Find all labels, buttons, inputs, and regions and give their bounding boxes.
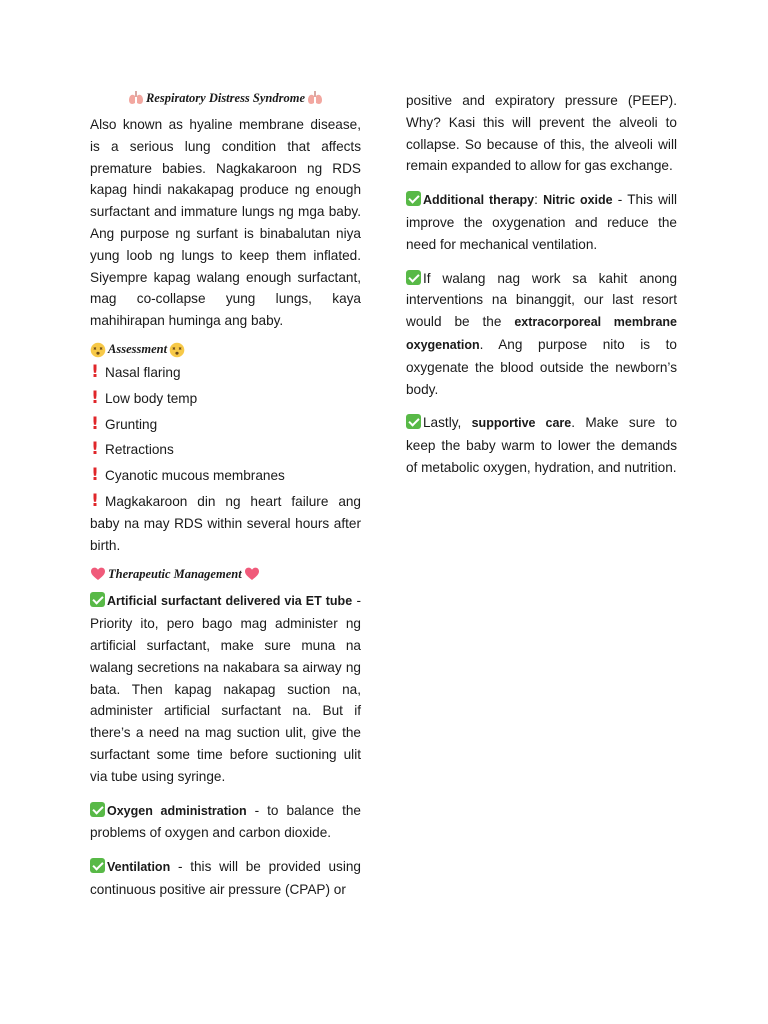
assessment-item: ! Nasal flaring <box>91 361 181 382</box>
check-mark-icon <box>90 592 105 607</box>
lungs-icon <box>307 90 323 106</box>
exclamation-icon: ! <box>91 465 99 486</box>
lungs-icon <box>128 90 144 106</box>
exclamation-icon: ! <box>91 439 99 460</box>
check-mark-icon <box>406 270 421 285</box>
assessment-item: ! Magkakaroon din ng heart failure ang baby na may RDS within several hours after birth. <box>90 490 361 553</box>
assessment-heading-row <box>90 342 361 358</box>
assessment-list <box>90 362 361 556</box>
check-mark-icon <box>90 858 105 873</box>
management-item-ecmo: If walang nag work sa kahit anong interventions na binanggit, our last resort would be the extracorporeal membrane oxygenation. Ang purpose nito is to oxygenate the blood outside the newborn’s body. <box>406 270 677 397</box>
dizzy-face-icon <box>90 342 106 358</box>
assessment-heading: Assessment <box>108 342 168 357</box>
heart-icon <box>90 566 106 582</box>
exclamation-icon: ! <box>91 490 99 511</box>
assessment-item: ! Low body temp <box>91 387 198 408</box>
heart-icon <box>244 566 260 582</box>
page-title: Respiratory Distress Syndrome <box>145 90 306 105</box>
exclamation-icon: ! <box>91 413 99 434</box>
management-item-surfactant: Artificial surfactant delivered via ET tube - Priority ito, pero bago mag administer ng artificial surfactant, make sure muna na walang secretions na nakabara sa airway ng bata. Then kapag nakapag suction na, administer artificial surfactant na. But if there’s a need na mag suction ulit, give the surfactant some time before suctioning ulit via tube using syringe. <box>90 593 361 784</box>
management-item-supportive-care: Lastly, supportive care. Make sure to keep the baby warm to lower the demands of metabolic oxygen, hydration, and nutrition. <box>406 415 678 475</box>
management-item-nitric-oxide: Additional therapy: Nitric oxide - This will improve the oxygenation and reduce the need for mechanical ventilation. <box>406 192 677 252</box>
management-item-ventilation: Ventilation - this will be provided using continuous positive air pressure (CPAP) or <box>90 859 361 897</box>
check-mark-icon <box>406 191 421 206</box>
assessment-item: ! Grunting <box>91 413 158 434</box>
check-mark-icon <box>406 414 421 429</box>
dizzy-face-icon <box>169 342 185 358</box>
management-heading: Therapeutic Management <box>108 566 242 581</box>
management-heading-row <box>90 566 361 582</box>
assessment-item: ! Cyanotic mucous membranes <box>91 465 285 486</box>
intro-paragraph: Also known as hyaline membrane disease, is a serious lung condition that affects premature babies. Nagkakaroon ng RDS kapag hindi nakakapag produce ng enough surfactant and immature lungs ng mga baby. Ang purpose ng surfant is binabalutan niya yung loob ng lungs to keep them inflated. Siyempre kapag walang enough surfactant, mag co-collapse yung lungs, kaya mahihirapan huminga ang baby. <box>90 117 361 329</box>
check-mark-icon <box>90 802 105 817</box>
page-title-row <box>90 90 361 106</box>
left-column <box>90 90 361 901</box>
management-item-oxygen: Oxygen administration - to balance the problems of oxygen and carbon dioxide. <box>90 802 361 841</box>
ventilation-continuation: positive and expiratory pressure (PEEP). Why? Kasi this will prevent the alveoli to collapse. So because of this, the alveoli will remain expanded to allow for gas exchange. <box>406 93 677 174</box>
assessment-item: ! Retractions <box>91 439 174 460</box>
exclamation-icon: ! <box>91 387 99 408</box>
right-column <box>406 90 677 479</box>
exclamation-icon: ! <box>91 361 99 382</box>
